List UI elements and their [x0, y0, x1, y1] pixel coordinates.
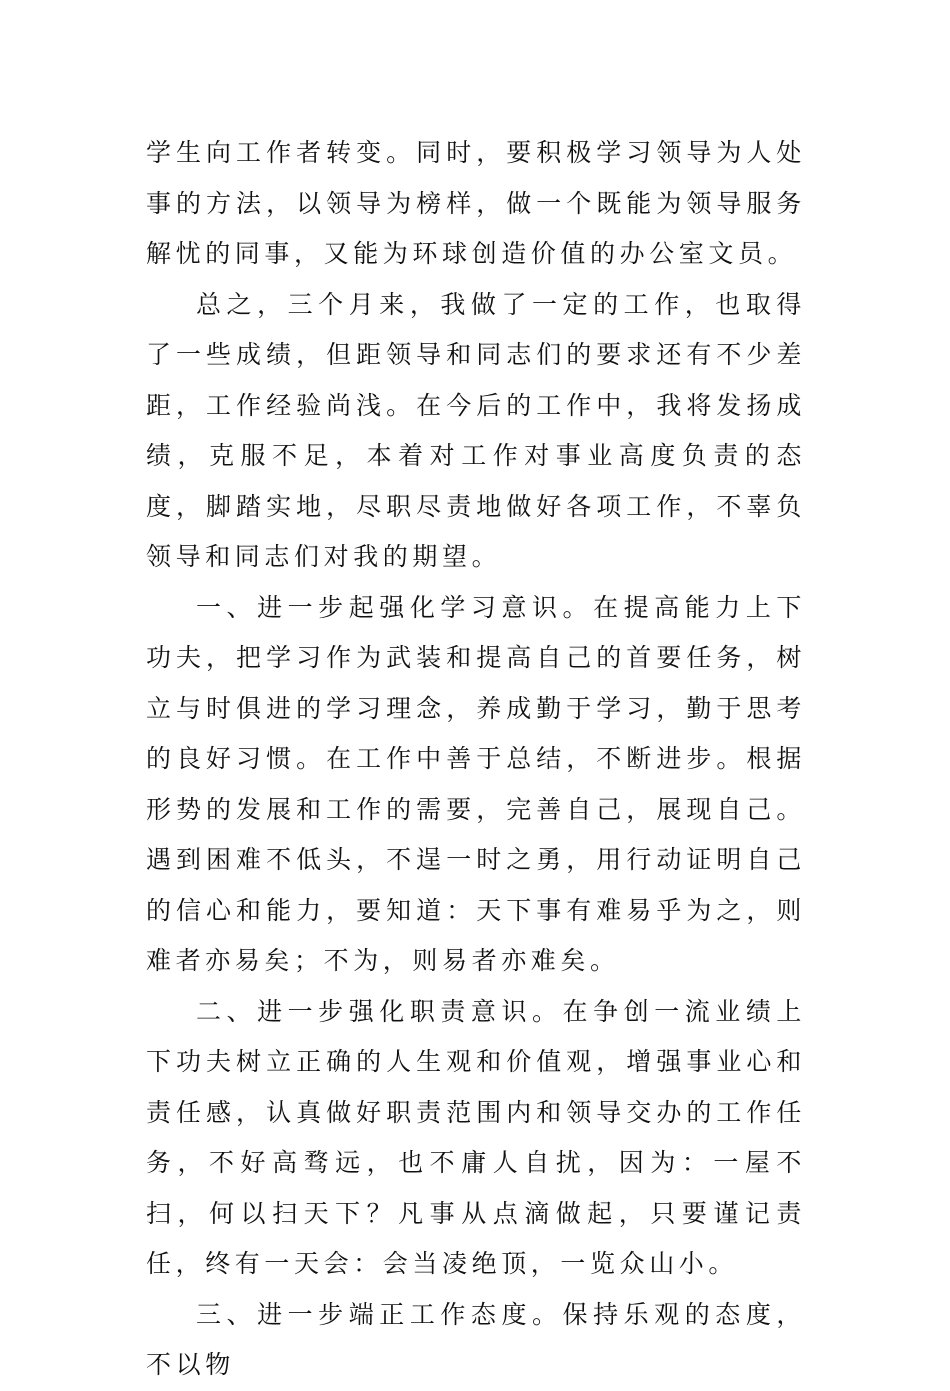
paragraph-2: 总之，三个月来，我做了一定的工作，也取得了一些成绩，但距领导和同志们的要求还有不少差距，工作经验尚浅。在今后的工作中，我将发扬成绩，克服不足，本着对工作对事业高度负责的态度，脚踏实地，尽职尽责地做好各项工作，不辜负领导和同志们对我的期望。: [146, 289, 806, 571]
paragraph-1: 学生向工作者转变。同时，要积极学习领导为人处事的方法，以领导为榜样，做一个既能为领导服务解忧的同事，又能为环球创造价值的办公室文员。: [146, 138, 806, 268]
body-text: [146, 128, 806, 1391]
paragraph-4: 二、进一步强化职责意识。在争创一流业绩上下功夫树立正确的人生观和价值观，增强事业心和责任感，认真做好职责范围内和领导交办的工作任务，不好高骛远，也不庸人自扰，因为：一屋不扫，何以扫天下？凡事从点滴做起，只要谨记责任，终有一天会：会当凌绝顶，一览众山小。: [146, 996, 806, 1278]
paragraph-5: 三、进一步端正工作态度。保持乐观的态度，不以物: [146, 1299, 806, 1379]
paragraph-3: 一、进一步起强化学习意识。在提高能力上下功夫，把学习作为武装和提高自己的首要任务，树立与时俱进的学习理念，养成勤于学习，勤于思考的良好习惯。在工作中善于总结，不断进步。根据形势的发展和工作的需要，完善自己，展现自己。遇到困难不低头，不逞一时之勇，用行动证明自己的信心和能力，要知道：天下事有难易乎为之，则难者亦易矣；不为，则易者亦难矣。: [146, 592, 806, 975]
